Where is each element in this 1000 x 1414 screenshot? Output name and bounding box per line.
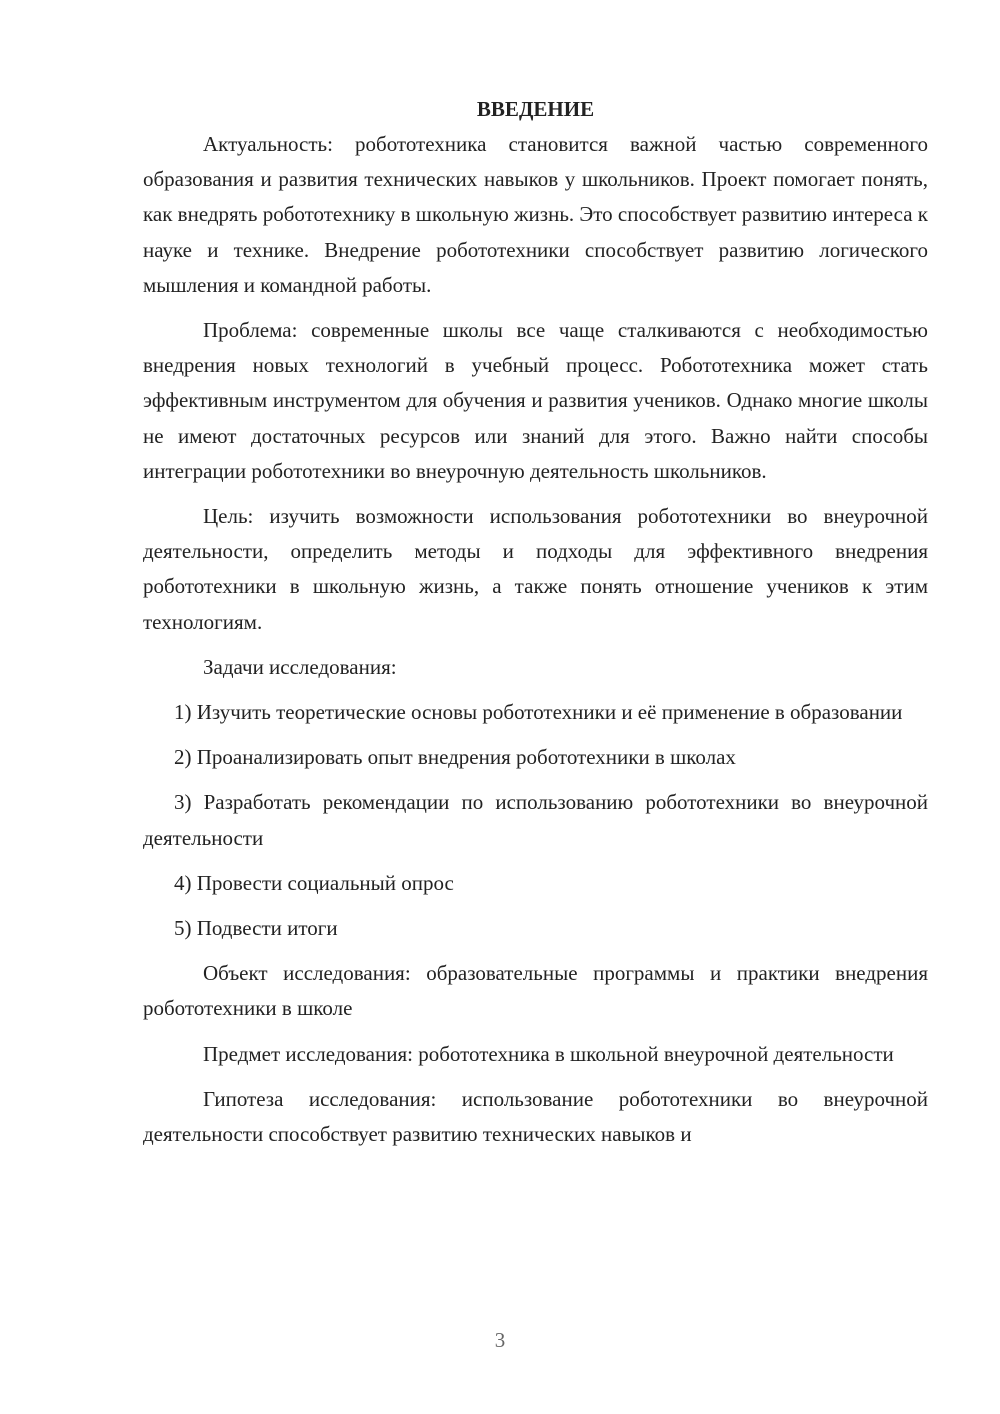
task-item-3: 3) Разработать рекомендации по использованию робототехники во внеурочной деятельности xyxy=(143,790,928,850)
paragraph-relevance: Актуальность: робототехника становится важной частью современного образования и развития технических навыков у школьников. Проект помогает понять, как внедрять робототехнику в школьную жизнь. Это способствует развитию интереса к науке и технике. Внедрение робототехники способствует развитию логического мышления и командной работы. xyxy=(143,132,928,297)
task-item-5: 5) Подвести итоги xyxy=(174,916,338,941)
document-page xyxy=(143,92,928,1162)
section-title: ВВЕДЕНИЕ xyxy=(476,97,595,121)
task-item-1: 1) Изучить теоретические основы робототехники и её применение в образовании xyxy=(174,700,903,725)
task-item-4: 4) Провести социальный опрос xyxy=(174,870,454,895)
paragraph-object: Объект исследования: образовательные программы и практики внедрения робототехники в школе xyxy=(143,961,928,1021)
paragraph-subject: Предмет исследования: робототехника в школьной внеурочной деятельности xyxy=(203,1041,894,1066)
paragraph-goal: Цель: изучить возможности использования робототехники во внеурочной деятельности, определить методы и подходы для эффективного внедрения робототехники в школьную жизнь, а также понять отношение учеников к этим технологиям. xyxy=(143,504,928,634)
paragraph-problem: Проблема: современные школы все чаще сталкиваются с необходимостью внедрения новых технологий в учебный процесс. Робототехника может стать эффективным инструментом для обучения и развития учеников. Однако многие школы не имеют достаточных ресурсов или знаний для этого. Важно найти способы интеграции робототехники во внеурочную деятельность школьников. xyxy=(143,318,928,483)
page-number: 3 xyxy=(494,1328,506,1352)
paragraph-hypothesis: Гипотеза исследования: использование робототехники во внеурочной деятельности способствует развитию технических навыков и xyxy=(143,1086,928,1147)
tasks-heading: Задачи исследования: xyxy=(203,654,397,679)
task-item-2: 2) Проанализировать опыт внедрения робототехники в школах xyxy=(174,745,736,770)
